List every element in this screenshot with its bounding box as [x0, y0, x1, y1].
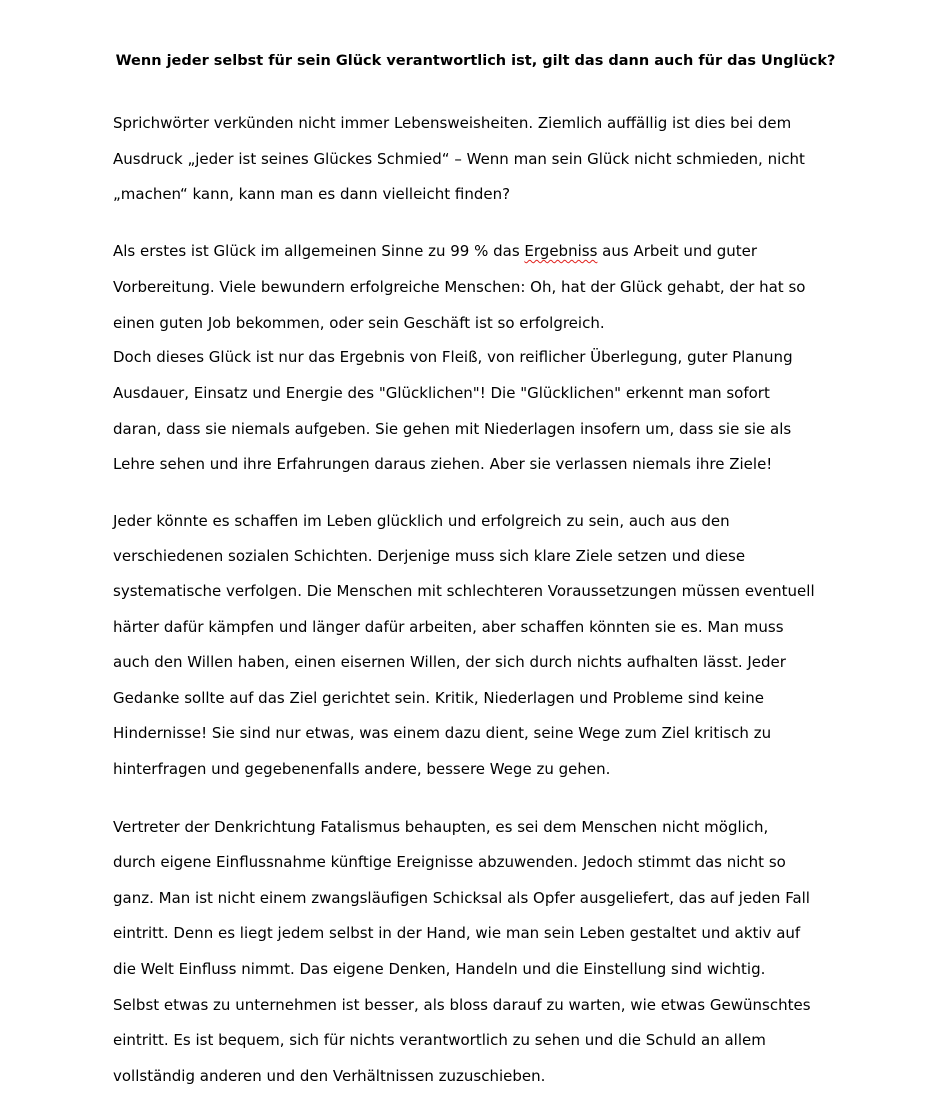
text-line: durch eigene Einflussnahme künftige Ereignisse abzuwenden. Jedoch stimmt das nicht so: [113, 853, 786, 871]
text-line: Jeder könnte es schaffen im Leben glücklich und erfolgreich zu sein, auch aus den: [113, 512, 730, 530]
misspelled-word[interactable]: Ergebniss: [524, 242, 598, 260]
text-line: verschiedenen sozialen Schichten. Derjenige muss sich klare Ziele setzen und diese: [113, 547, 746, 565]
text-line: eintritt. Es ist bequem, sich für nichts verantwortlich zu sehen und die Schuld an allem: [113, 1031, 766, 1049]
text-line: daran, dass sie niemals aufgeben. Sie gehen mit Niederlagen insofern um, dass sie sie als: [113, 420, 792, 438]
text-line: Gedanke sollte auf das Ziel gerichtet sein. Kritik, Niederlagen und Probleme sind keine: [113, 689, 764, 707]
text-line: Vorbereitung. Viele bewundern erfolgreiche Menschen: Oh, hat der Glück gehabt, der hat so: [113, 278, 806, 296]
text-line: [113, 240, 757, 262]
text-line: Hindernisse! Sie sind nur etwas, was einem dazu dient, seine Wege zum Ziel kritisch zu: [113, 724, 772, 742]
text-line: Sprichwörter verkünden nicht immer Lebensweisheiten. Ziemlich auffällig ist dies bei dem: [113, 114, 792, 132]
text-line: einen guten Job bekommen, oder sein Geschäft ist so erfolgreich.: [113, 314, 605, 332]
text-line: härter dafür kämpfen und länger dafür arbeiten, aber schaffen könnten sie es. Man muss: [113, 618, 784, 636]
text-fragment: Als erstes ist Glück im allgemeinen Sinne zu 99 % das: [113, 242, 525, 260]
text-line: Selbst etwas zu unternehmen ist besser, als bloss darauf zu warten, wie etwas Gewünschtes: [113, 996, 811, 1014]
text-line: Ausdauer, Einsatz und Energie des "Glücklichen"! Die "Glücklichen" erkennt man sofort: [113, 384, 770, 402]
text-line: „machen“ kann, kann man es dann vielleicht finden?: [113, 185, 511, 203]
document-title: Wenn jeder selbst für sein Glück verantwortlich ist, gilt das dann auch für das Unglück?: [115, 53, 836, 69]
text-line: vollständig anderen und den Verhältnissen zuzuschieben.: [113, 1067, 546, 1085]
text-line: systematische verfolgen. Die Menschen mit schlechteren Voraussetzungen müssen eventuell: [113, 582, 815, 600]
text-fragment: aus Arbeit und guter: [597, 242, 758, 260]
text-line: ganz. Man ist nicht einem zwangsläufigen Schicksal als Opfer ausgeliefert, das auf jeden Fall: [113, 889, 810, 907]
text-line: die Welt Einfluss nimmt. Das eigene Denken, Handeln und die Einstellung sind wichtig.: [113, 960, 766, 978]
text-line: Lehre sehen und ihre Erfahrungen daraus ziehen. Aber sie verlassen niemals ihre Ziele!: [113, 455, 773, 473]
text-line: eintritt. Denn es liegt jedem selbst in der Hand, wie man sein Leben gestaltet und aktiv auf: [113, 924, 801, 942]
text-line: auch den Willen haben, einen eisernen Willen, der sich durch nichts aufhalten lässt. Jeder: [113, 653, 786, 671]
text-line: Ausdruck „jeder ist seines Glückes Schmied“ – Wenn man sein Glück nicht schmieden, nicht: [113, 150, 805, 168]
text-line: Vertreter der Denkrichtung Fatalismus behaupten, es sei dem Menschen nicht möglich,: [113, 818, 769, 836]
text-line: Doch dieses Glück ist nur das Ergebnis von Fleiß, von reiflicher Überlegung, guter Planung: [113, 348, 793, 366]
text-line: hinterfragen und gegebenenfalls andere, bessere Wege zu gehen.: [113, 760, 611, 778]
